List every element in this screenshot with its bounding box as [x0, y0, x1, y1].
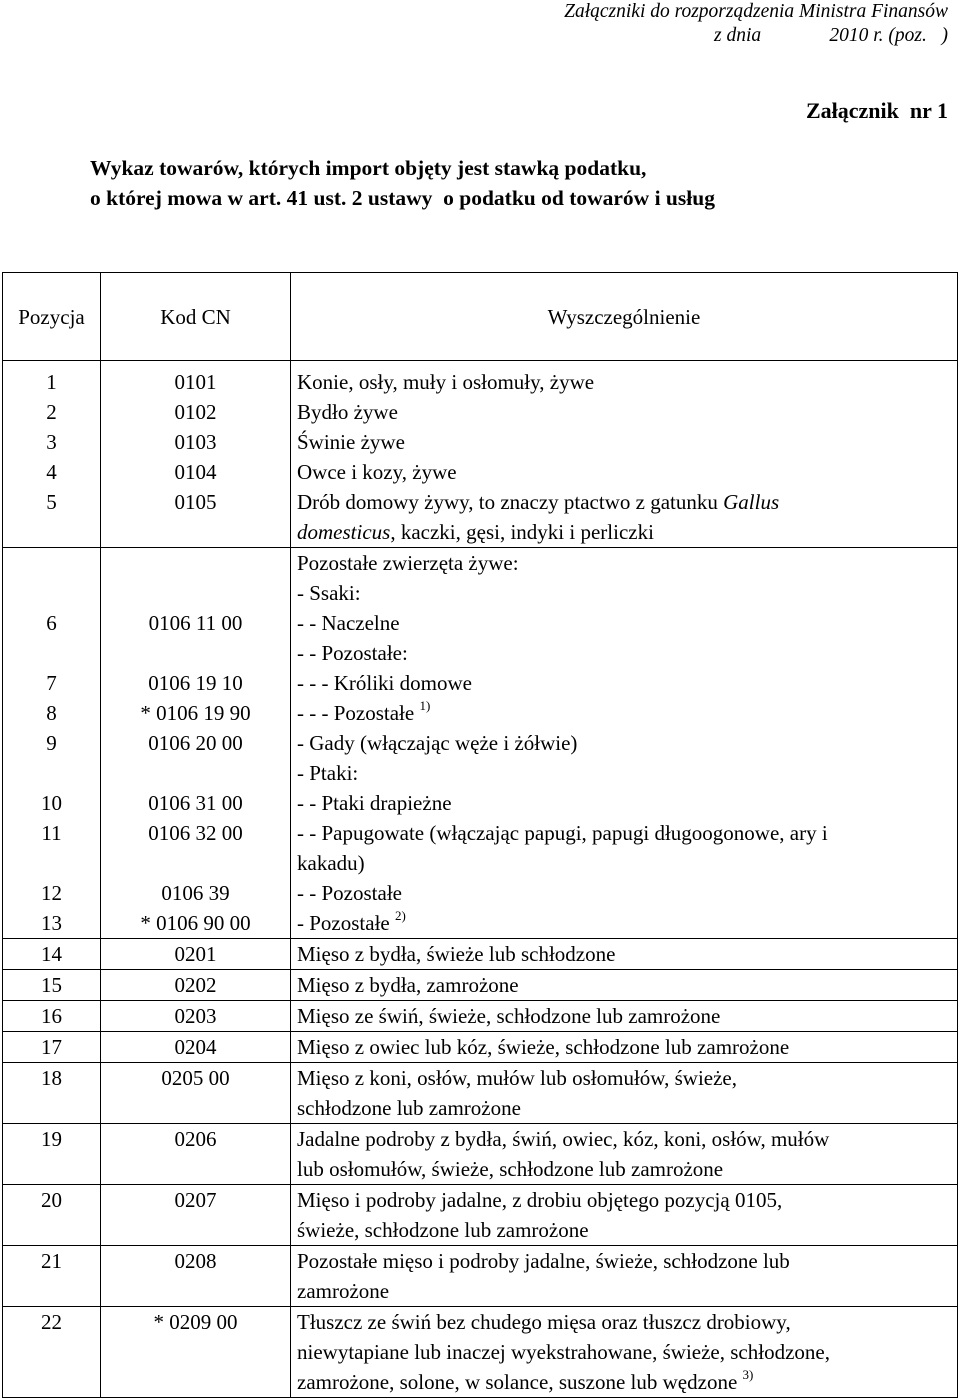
code-cell — [101, 1307, 291, 1398]
description-part: - - Pozostałe: — [297, 641, 408, 665]
cn-code: 0106 20 00 — [148, 731, 243, 755]
description-text — [297, 1185, 953, 1215]
position-number: 16 — [41, 1004, 62, 1028]
code-cell — [101, 361, 291, 548]
header-code: Kod CN — [101, 273, 291, 361]
pos-cell — [3, 1032, 101, 1063]
description-part: - Ptaki: — [297, 761, 359, 785]
description-part: niewytapiane lub inaczej wyekstrahowane, świeże, schłodzone, — [297, 1340, 830, 1364]
cn-code: 0106 39 — [161, 881, 230, 905]
pos-cell — [3, 361, 101, 548]
cn-code — [101, 758, 290, 788]
position-number: 19 — [41, 1127, 62, 1151]
cn-code: * 0106 19 90 — [140, 701, 251, 725]
description-text — [297, 578, 953, 608]
description-text — [297, 1215, 953, 1245]
table-row-first-block — [3, 361, 958, 548]
table-row-group — [3, 548, 958, 939]
position-number: 12 — [41, 881, 62, 905]
description-text — [297, 668, 953, 698]
description-part: - - - Pozostałe — [297, 701, 420, 725]
description-text — [297, 1337, 953, 1367]
cn-code: 0106 32 00 — [148, 821, 243, 845]
description-text — [297, 608, 953, 638]
description-text — [297, 548, 953, 578]
description-text — [297, 1093, 953, 1123]
title-line2: o której mowa w art. 41 ust. 2 ustawy o podatku od towarów i usług — [90, 186, 715, 210]
title-line1: Wykaz towarów, których import objęty jest stawką podatku, — [90, 156, 647, 180]
desc-cell — [291, 1032, 958, 1063]
description-text — [297, 1367, 953, 1397]
code-cell — [101, 1246, 291, 1307]
latin-name: Gallus — [723, 490, 780, 514]
position-number: 14 — [41, 942, 62, 966]
table-row — [3, 939, 958, 970]
cn-code: 0106 31 00 — [148, 791, 243, 815]
desc-cell — [291, 1246, 958, 1307]
cn-code — [101, 848, 290, 878]
cn-code: 0103 — [174, 430, 217, 454]
pos-cell — [3, 970, 101, 1001]
description-text — [297, 758, 953, 788]
description-text — [297, 1001, 953, 1031]
position-number: 2 — [46, 400, 57, 424]
regulation-note — [564, 0, 948, 48]
description-text — [297, 1246, 953, 1276]
cn-code — [101, 548, 290, 578]
header-pos: Pozycja — [3, 273, 101, 361]
cn-code: 0106 19 10 — [148, 671, 243, 695]
code-cell — [101, 939, 291, 970]
code-cell — [101, 548, 291, 939]
footnote-marker: 3) — [742, 1367, 754, 1382]
description-part: - - Ptaki drapieżne — [297, 791, 452, 815]
description-part: świeże, schłodzone lub zamrożone — [297, 1218, 589, 1242]
description-part: Tłuszcz ze świń bez chudego mięsa oraz tłuszcz drobiowy, — [297, 1310, 791, 1334]
description-text — [297, 1307, 953, 1337]
cn-code: 0205 00 — [161, 1066, 230, 1090]
description-text — [297, 1032, 953, 1062]
description-part: Mięso i podroby jadalne, z drobiu objętego pozycją 0105, — [297, 1188, 783, 1212]
desc-cell — [291, 970, 958, 1001]
code-cell — [101, 1185, 291, 1246]
cn-code — [101, 638, 290, 668]
footnote-marker: 1) — [419, 698, 431, 713]
pos-cell — [3, 548, 101, 939]
table-row — [3, 1124, 958, 1185]
cn-code: 0201 — [174, 942, 217, 966]
code-cell — [101, 1032, 291, 1063]
cn-code: 0101 — [174, 370, 217, 394]
description-text — [297, 908, 953, 938]
description-part: Jadalne podroby z bydła, świń, owiec, kóz, koni, osłów, mułów — [297, 1127, 830, 1151]
regulation-note-line1: Załączniki do rozporządzenia Ministra Finansów — [564, 1, 948, 22]
description-text — [297, 788, 953, 818]
cn-code: 0104 — [174, 460, 217, 484]
description-part: Pozostałe zwierzęta żywe: — [297, 551, 519, 575]
pos-cell — [3, 1001, 101, 1032]
latin-name: domesticus — [297, 520, 391, 544]
description-part: - - Pozostałe — [297, 881, 402, 905]
description-text — [297, 1063, 953, 1093]
pos-cell — [3, 1063, 101, 1124]
description-text — [297, 1276, 953, 1306]
description-text — [297, 487, 953, 517]
description-part: Mięso z koni, osłów, mułów lub osłomułów, świeże, — [297, 1066, 737, 1090]
position-number: 22 — [41, 1310, 62, 1334]
cn-code: 0106 11 00 — [148, 611, 243, 635]
code-cell — [101, 1001, 291, 1032]
description-part: zamrożone — [297, 1279, 390, 1303]
table-row — [3, 1246, 958, 1307]
description-text — [297, 698, 953, 728]
description-part: schłodzone lub zamrożone — [297, 1096, 521, 1120]
description-part: - Pozostałe — [297, 911, 395, 935]
position-number — [3, 578, 100, 608]
cn-code: 0208 — [174, 1249, 217, 1273]
position-number: 11 — [41, 821, 62, 845]
description-text — [297, 939, 953, 969]
description-text — [297, 878, 953, 908]
description-part: Pozostałe mięso i podroby jadalne, świeże, schłodzone lub — [297, 1249, 790, 1273]
regulation-note-line2: z dnia 2010 r. (poz. ) — [713, 25, 948, 46]
position-number — [3, 548, 100, 578]
position-number: 8 — [46, 701, 57, 725]
description-part: - - Papugowate (włączając papugi, papugi długoogonowe, ary i — [297, 821, 828, 845]
code-cell — [101, 1063, 291, 1124]
table-row — [3, 970, 958, 1001]
description-text: Świnie żywe — [297, 430, 405, 454]
position-number: 13 — [41, 911, 62, 935]
position-number: 7 — [46, 671, 57, 695]
cn-code: * 0106 90 00 — [140, 911, 251, 935]
position-number: 21 — [41, 1249, 62, 1273]
description-part: , kaczki, gęsi, indyki i perliczki — [390, 520, 654, 544]
desc-cell — [291, 1001, 958, 1032]
desc-cell — [291, 1124, 958, 1185]
desc-cell — [291, 361, 958, 548]
table-row — [3, 1063, 958, 1124]
description-text — [297, 517, 953, 547]
cn-code: 0203 — [174, 1004, 217, 1028]
code-cell — [101, 970, 291, 1001]
table-row — [3, 1185, 958, 1246]
description-text — [297, 970, 953, 1000]
description-text — [297, 818, 953, 848]
table-row — [3, 1032, 958, 1063]
pos-cell — [3, 1246, 101, 1307]
description-text: Owce i kozy, żywe — [297, 460, 457, 484]
description-part: - - Naczelne — [297, 611, 400, 635]
cn-code: 0202 — [174, 973, 217, 997]
position-number: 5 — [46, 490, 57, 514]
description-part: Mięso z bydła, świeże lub schłodzone — [297, 942, 616, 966]
desc-cell — [291, 939, 958, 970]
description-text — [297, 1124, 953, 1154]
goods-table — [2, 272, 958, 1398]
position-number: 1 — [46, 370, 57, 394]
table-header-row — [3, 273, 958, 361]
description-part: - - - Króliki domowe — [297, 671, 472, 695]
table-row — [3, 1307, 958, 1398]
position-number — [3, 758, 100, 788]
description-text — [297, 638, 953, 668]
pos-cell — [3, 1307, 101, 1398]
position-number: 20 — [41, 1188, 62, 1212]
position-number: 3 — [46, 430, 57, 454]
position-number: 9 — [46, 731, 57, 755]
header-desc: Wyszczególnienie — [291, 273, 958, 361]
cn-code — [101, 578, 290, 608]
position-number — [3, 848, 100, 878]
description-part: Mięso z owiec lub kóz, świeże, schłodzone lub zamrożone — [297, 1035, 790, 1059]
document-title — [90, 153, 715, 213]
desc-cell — [291, 1307, 958, 1398]
description-part: lub osłomułów, świeże, schłodzone lub zamrożone — [297, 1157, 724, 1181]
cn-code: * 0209 00 — [153, 1310, 238, 1334]
description-part: kakadu) — [297, 851, 365, 875]
desc-cell — [291, 548, 958, 939]
pos-cell — [3, 1185, 101, 1246]
code-cell — [101, 1124, 291, 1185]
description-part: - Ssaki: — [297, 581, 361, 605]
description-text — [297, 848, 953, 878]
annex-label: Załącznik nr 1 — [805, 98, 948, 123]
position-number: 15 — [41, 973, 62, 997]
position-number: 10 — [41, 791, 62, 815]
cn-code: 0105 — [174, 490, 217, 514]
position-number: 4 — [46, 460, 57, 484]
description-part: zamrożone, solone, w solance, suszone lub wędzone — [297, 1370, 743, 1394]
description-text: Konie, osły, muły i osłomuły, żywe — [297, 370, 595, 394]
description-text — [297, 1154, 953, 1184]
description-part: Drób domowy żywy, to znaczy ptactwo z gatunku — [297, 490, 724, 514]
position-number: 18 — [41, 1066, 62, 1090]
cn-code: 0206 — [174, 1127, 217, 1151]
position-number — [3, 638, 100, 668]
cn-code: 0207 — [174, 1188, 217, 1212]
desc-cell — [291, 1063, 958, 1124]
description-part: Mięso ze świń, świeże, schłodzone lub zamrożone — [297, 1004, 721, 1028]
description-part: - Gady (włączając węże i żółwie) — [297, 731, 578, 755]
position-number: 17 — [41, 1035, 62, 1059]
description-part: Mięso z bydła, zamrożone — [297, 973, 519, 997]
footnote-marker: 2) — [394, 908, 406, 923]
cn-code: 0204 — [174, 1035, 217, 1059]
desc-cell — [291, 1185, 958, 1246]
pos-cell — [3, 939, 101, 970]
description-text — [297, 728, 953, 758]
cn-code: 0102 — [174, 400, 217, 424]
pos-cell — [3, 1124, 101, 1185]
position-number: 6 — [46, 611, 57, 635]
description-text: Bydło żywe — [297, 400, 398, 424]
table-row — [3, 1001, 958, 1032]
